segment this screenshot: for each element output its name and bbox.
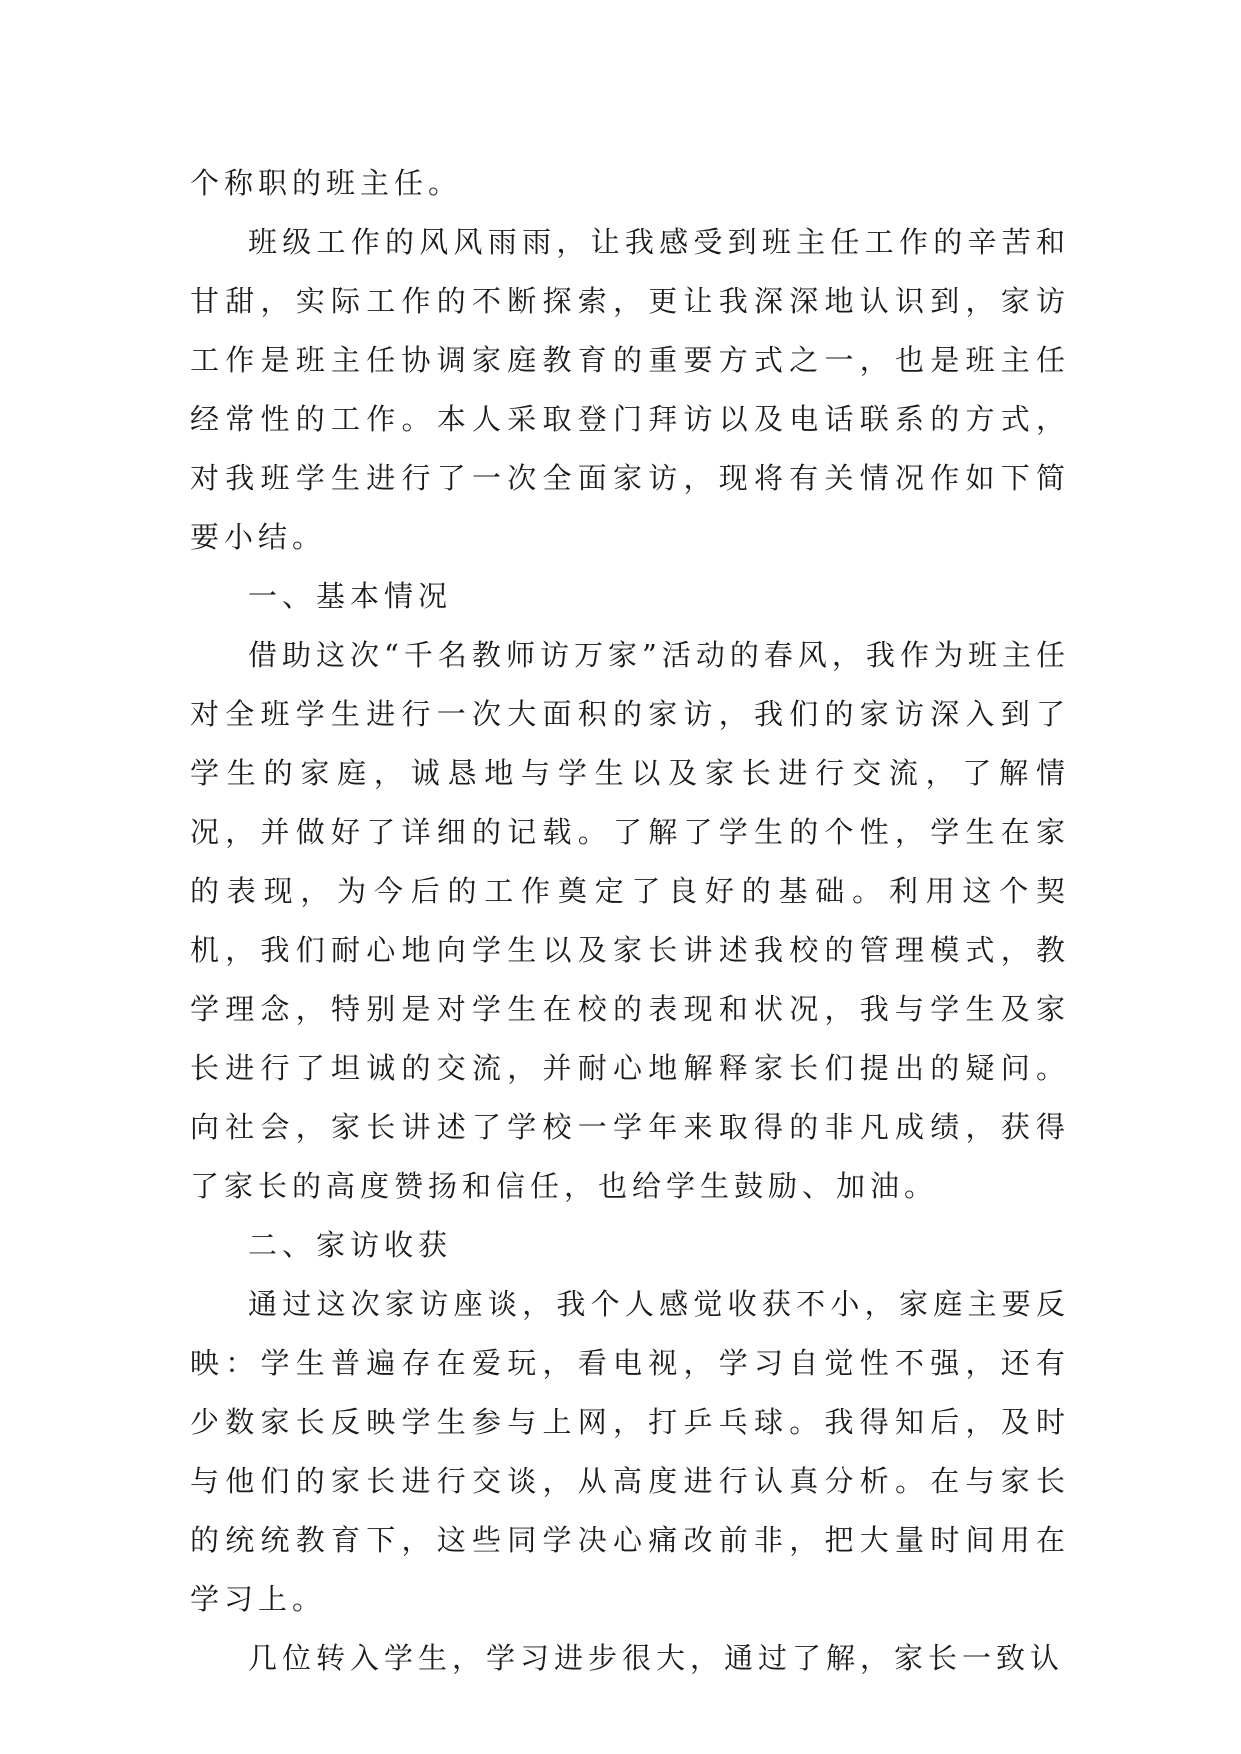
section-heading-home-visit-gains: 二、家访收获 bbox=[248, 1228, 453, 1262]
paragraph-home-visit-gains: 通过这次家访座谈，我个人感觉收获不小，家庭主要反映：学生普遍存在爱玩，看电视，学习自觉性不强，还有少数家长反映学生参与上网，打乒乓球。我得知后，及时与他们的家长进行交谈，从高度进行认真分析。在与家长的统统教育下，这些同学决心痛改前非，把大量时间用在学习上。 bbox=[190, 1287, 1070, 1616]
section-heading-basic-situation: 一、基本情况 bbox=[248, 579, 453, 613]
paragraph-basic-situation: 借助这次“千名教师访万家”活动的春风，我作为班主任对全班学生进行一次大面积的家访，我们的家访深入到了学生的家庭，诚恳地与学生以及家长进行交流，了解情况，并做好了详细的记载。了解了学生的个性，学生在家的表现，为今后的工作奠定了良好的基础。利用这个契机，我们耐心地向学生以及家长讲述我校的管理模式，教学理念，特别是对学生在校的表现和状况，我与学生及家长进行了坦诚的交流，并耐心地解释家长们提出的疑问。向社会，家长讲述了学校一学年来取得的非凡成绩，获得了家长的高度赞扬和信任，也给学生鼓励、加油。 bbox=[190, 638, 1070, 1203]
paragraph-continuation: 个称职的班主任。 bbox=[190, 166, 463, 200]
document-body bbox=[190, 154, 1070, 1688]
paragraph-transfer-students: 几位转入学生，学习进步很大，通过了解，家长一致认 bbox=[248, 1641, 1065, 1675]
paragraph-intro: 班级工作的风风雨雨，让我感受到班主任工作的辛苦和甘甜，实际工作的不断探索，更让我深深地认识到，家访工作是班主任协调家庭教育的重要方式之一，也是班主任经常性的工作。本人采取登门拜访以及电话联系的方式，对我班学生进行了一次全面家访，现将有关情况作如下简要小结。 bbox=[190, 225, 1070, 554]
